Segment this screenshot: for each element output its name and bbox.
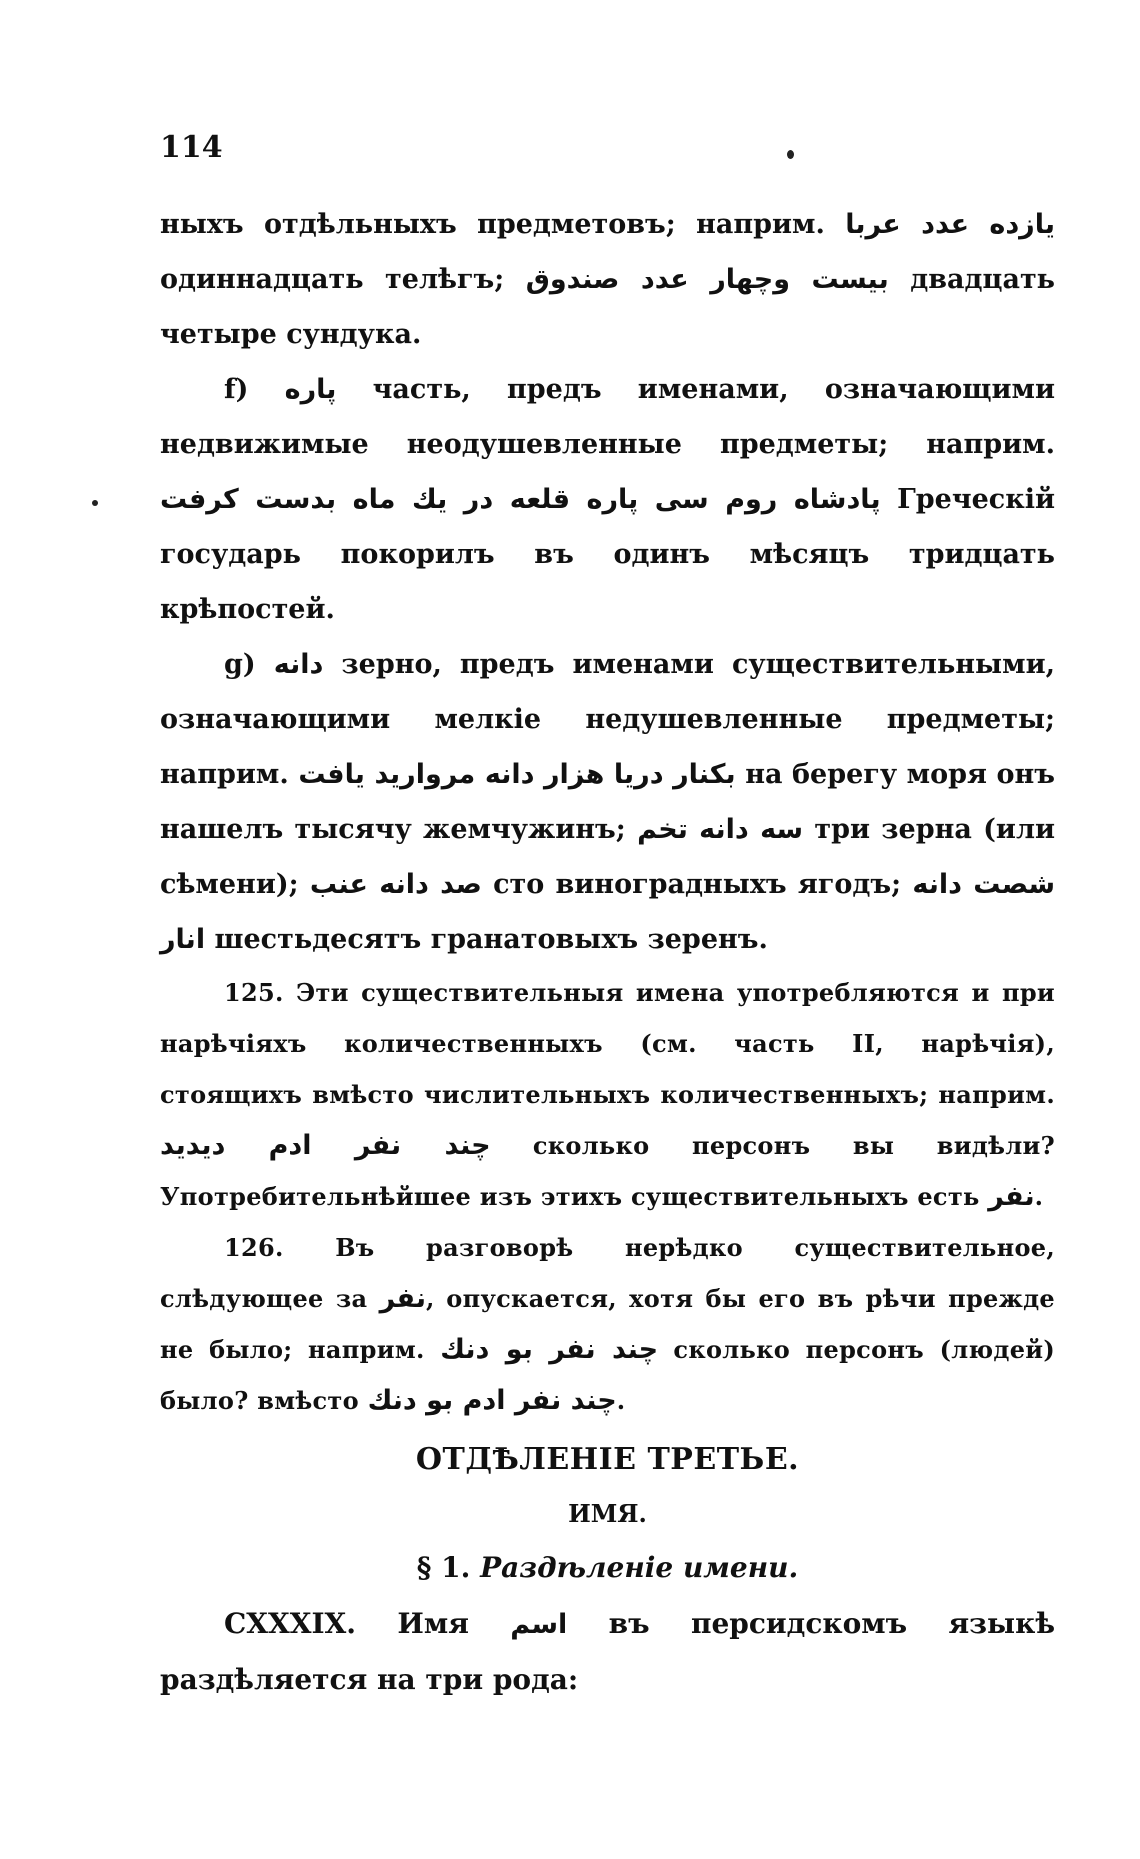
persian-word: اسم (510, 1609, 568, 1640)
text: часть, предъ именами, означающими недвижимые неодушевленные предметы; наприм. (160, 374, 1055, 460)
persian-phrase: پادشاه روم سی پاره قلعه در یك ماه بدست کرفت (160, 484, 881, 515)
persian-phrase: چند نفر ادم دیدید (160, 1130, 491, 1161)
text: сколько персонъ вы видѣли? Употребительнѣйшее изъ этихъ существительныхъ есть (160, 1131, 1056, 1211)
persian-phrase: بیست وچهار عدد صندوق (525, 264, 889, 295)
persian-phrase: یازده عدد عربا (845, 209, 1055, 240)
paragraph-g (160, 637, 1055, 967)
scan-speck (787, 150, 794, 159)
text: Греческій государь покорилъ въ одинъ мѣсяцъ тридцать крѣпостей. (160, 484, 1055, 625)
paragraph-number: 125. (224, 978, 284, 1007)
section-heading (160, 1540, 1055, 1596)
text: Эти существительныя имена употребляются и при нарѣчіяхъ количественныхъ (см. часть II, нарѣчія), стоящихъ вмѣсто числительныхъ количественныхъ; наприм. (160, 978, 1056, 1109)
text: двадцать четыре сундука. (160, 264, 1055, 350)
item-label: g) (224, 649, 256, 680)
persian-word: نفر (988, 1181, 1035, 1212)
persian-word: نفر (379, 1283, 426, 1314)
persian-phrase: شصت دانه انار (160, 869, 1055, 955)
text: зерно, предъ именами существительными, означающими мелкіе недушевленные предметы; наприм. (160, 649, 1055, 790)
persian-word: پاره (284, 374, 337, 405)
book-page (160, 130, 1055, 1707)
item-label: f) (224, 374, 249, 405)
text: Имя (397, 1607, 469, 1640)
text: сто виноградныхъ ягодъ; (493, 869, 902, 900)
text: ныхъ отдѣльныхъ предметовъ; наприм. (160, 209, 825, 240)
text: Въ разговорѣ нерѣдко существительное, слѣдующее за (160, 1233, 1055, 1313)
text: . (616, 1386, 626, 1415)
paragraph-f (160, 362, 1055, 637)
scan-speck (92, 500, 98, 506)
text: на берегу моря онъ нашелъ тысячу жемчужинъ; (160, 759, 1055, 845)
text: въ персидскомъ языкѣ раздѣляется на три рода: (160, 1607, 1056, 1696)
division-heading: ОТДѢЛЕНІЕ ТРЕТЬЕ. (415, 1442, 800, 1477)
text: . (1034, 1182, 1043, 1211)
text: , опускается, хотя бы его въ рѣчи прежде не было; наприм. (160, 1284, 1055, 1364)
division-subheading: ИМЯ. (568, 1499, 647, 1528)
persian-phrase: چند نفر بو دنك (440, 1334, 659, 1365)
page-number: 114 (160, 130, 223, 165)
paragraph-continuation (160, 197, 1055, 362)
section-symbol: § 1. (416, 1551, 471, 1584)
text: одиннадцать телѣгъ; (160, 264, 505, 295)
paragraph-number: 126. (224, 1233, 284, 1262)
paragraph-125 (160, 967, 1055, 1222)
text: три зерна (или сѣмени); (160, 814, 1056, 900)
persian-phrase: بکنار دریا هزار دانه مروارید یافت (298, 759, 736, 790)
persian-phrase: سه دانه تخم (637, 814, 804, 845)
persian-phrase: چند نفر ادم بو دنك (367, 1385, 617, 1416)
paragraph-126 (160, 1222, 1055, 1426)
text: шестьдесятъ гранатовыхъ зеренъ. (214, 924, 768, 955)
paragraph-cxxxix (160, 1596, 1055, 1707)
paragraph-number: CXXXIX. (224, 1607, 357, 1640)
persian-phrase: صد دانه عنب (309, 869, 482, 900)
section-title: Раздѣленіе имени. (480, 1551, 799, 1584)
persian-word: دانه (273, 649, 324, 680)
text: сколько персонъ (людей) было? вмѣсто (160, 1335, 1056, 1415)
